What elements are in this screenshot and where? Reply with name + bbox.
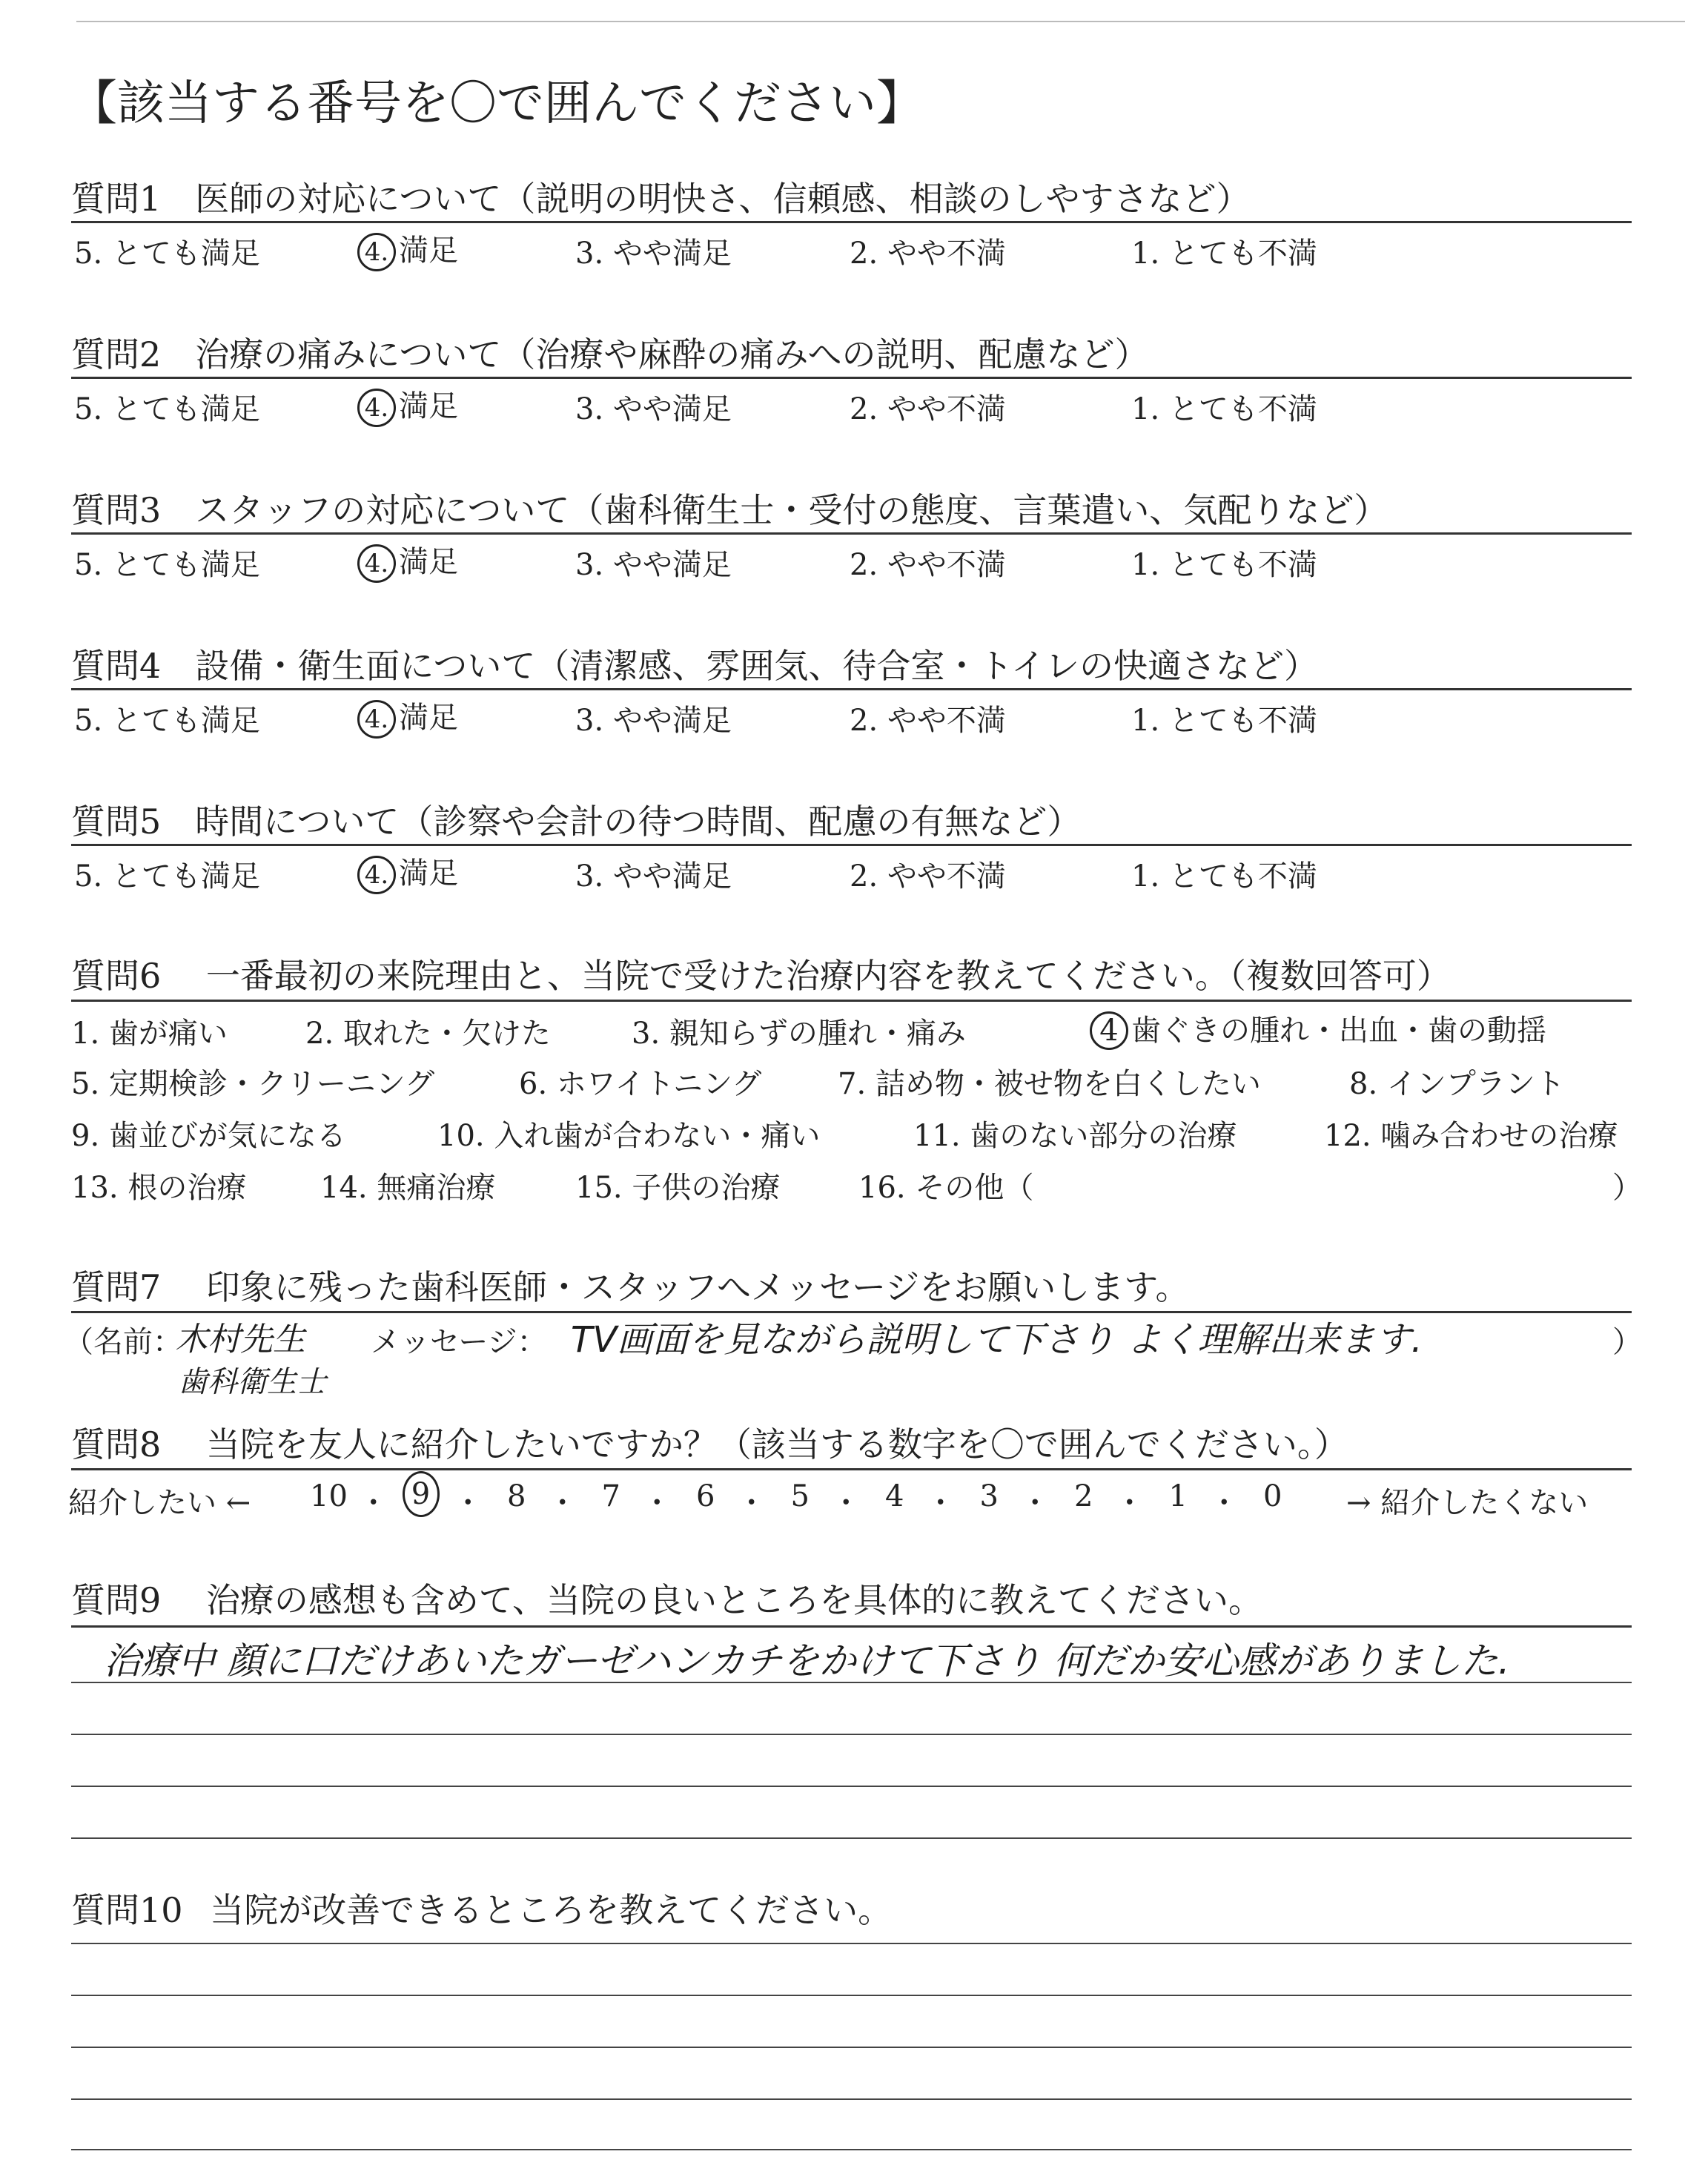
q3-heading <box>71 483 1388 532</box>
q9-answer-line-3 <box>71 1786 1632 1787</box>
top-border-line <box>76 21 1685 22</box>
q5-option[interactable]: 1. とても不満 <box>1131 859 1317 894</box>
q4-label: 質問4 <box>71 646 162 686</box>
q4-option[interactable]: 1. とても不満 <box>1131 704 1317 738</box>
q8-scale-value[interactable]: 3 <box>979 1479 999 1513</box>
q2-option[interactable]: 1. とても不満 <box>1131 392 1317 426</box>
q8-scale-value[interactable]: 1 <box>1168 1479 1188 1513</box>
q9-answer-line-4 <box>71 1837 1632 1839</box>
q9-heading <box>71 1573 1262 1622</box>
q3-text: スタッフの対応について（歯科衛生士・受付の態度、言葉遣い、気配りなど） <box>195 490 1388 530</box>
q4-option[interactable]: 3. やや満足 <box>575 704 732 738</box>
q8-scale-separator: ・ <box>547 1486 577 1520</box>
q6-opt-16-close: ） <box>1612 1171 1642 1205</box>
q6-heading <box>71 949 1451 998</box>
q2-rule <box>71 377 1632 379</box>
q9-text: 治療の感想も含めて、当院の良いところを具体的に教えてください。 <box>205 1580 1262 1620</box>
q3-label: 質問3 <box>71 490 162 530</box>
q4-option[interactable]: 5. とても満足 <box>74 704 260 738</box>
q8-scale-value[interactable]: 5 <box>790 1479 810 1513</box>
q8-scale-separator: ・ <box>642 1486 672 1520</box>
q10-answer-line-4 <box>71 2098 1632 2100</box>
q8-scale-separator: ・ <box>1020 1486 1050 1520</box>
q9-answer-line-1 <box>71 1682 1632 1683</box>
q7-close-paren: ） <box>1612 1325 1642 1359</box>
q6-label: 質問6 <box>71 956 162 996</box>
q8-scale-separator: ・ <box>453 1486 483 1520</box>
q6-rule <box>71 1000 1632 1002</box>
selection-circle: 4 <box>1090 1011 1128 1050</box>
q4-option[interactable]: 2. やや不満 <box>850 704 1006 738</box>
q5-option[interactable]: 2. やや不満 <box>850 859 1006 894</box>
q3-option[interactable]: 5. とても満足 <box>74 548 260 582</box>
q8-scale-value[interactable]: 10 <box>310 1479 348 1513</box>
q1-rule <box>71 221 1632 223</box>
q8-scale-separator: ・ <box>925 1486 956 1520</box>
q6-opt-8[interactable]: 8. インプラント <box>1349 1067 1565 1101</box>
selection-circle: 4. <box>357 233 396 271</box>
q8-scale-value[interactable]: 2 <box>1074 1479 1093 1513</box>
q10-answer-line-2 <box>71 1995 1632 1996</box>
q5-option[interactable]: 5. とても満足 <box>74 859 260 894</box>
q2-label: 質問2 <box>71 334 162 374</box>
q6-text: 一番最初の来院理由と、当院で受けた治療内容を教えてください。（複数回答可） <box>205 956 1451 996</box>
q6-opt-9[interactable]: 9. 歯並びが気になる <box>71 1119 346 1153</box>
q10-heading <box>71 1883 892 1932</box>
q6-opt-16[interactable]: 16. その他（ <box>858 1171 1034 1205</box>
q6-opt-6[interactable]: 6. ホワイトニング <box>519 1067 762 1101</box>
q6-opt-2[interactable]: 2. 取れた・欠けた <box>305 1017 551 1051</box>
q1-label: 質問1 <box>71 179 162 219</box>
q5-option-4-selected[interactable] <box>357 850 458 894</box>
q8-scale-selected[interactable]: 9 <box>403 1471 440 1517</box>
q3-option[interactable]: 2. やや不満 <box>850 548 1006 582</box>
q6-opt-15[interactable]: 15. 子供の治療 <box>575 1171 781 1205</box>
selection-circle: 4. <box>357 700 396 739</box>
q10-answer-line-3 <box>71 2047 1632 2048</box>
q6-opt-7[interactable]: 7. 詰め物・被せ物を白くしたい <box>838 1067 1261 1101</box>
q8-rule <box>71 1468 1632 1470</box>
q8-scale-separator: ・ <box>1209 1486 1239 1520</box>
q6-opt-10[interactable]: 10. 入れ歯が合わない・痛い <box>437 1119 821 1153</box>
q4-heading <box>71 639 1318 688</box>
q8-scale-value[interactable]: 0 <box>1263 1479 1282 1513</box>
option-label: 満足 <box>399 701 458 735</box>
q5-heading <box>71 795 1081 844</box>
q6-opt-4-selected[interactable] <box>1090 1007 1546 1050</box>
q7-label: 質問7 <box>71 1267 162 1307</box>
q10-answer-line-5 <box>71 2149 1632 2150</box>
q8-right-label: → 紹介したくない <box>1346 1486 1589 1520</box>
q6-opt-14[interactable]: 14. 無痛治療 <box>320 1171 496 1205</box>
q2-option[interactable]: 2. やや不満 <box>850 392 1006 426</box>
q8-text: 当院を友人に紹介したいですか？（該当する数字を〇で囲んでください。） <box>205 1424 1348 1464</box>
q8-scale-value[interactable]: 6 <box>696 1479 715 1513</box>
q1-option[interactable]: 3. やや満足 <box>575 237 732 271</box>
q1-option[interactable]: 5. とても満足 <box>74 237 260 271</box>
q3-option-4-selected[interactable] <box>357 538 458 583</box>
q7-heading <box>71 1261 1190 1309</box>
q7-message-label: メッセージ： <box>371 1325 547 1359</box>
option-label: 満足 <box>399 389 458 423</box>
option-label: 満足 <box>399 545 458 579</box>
q3-option[interactable]: 1. とても不満 <box>1131 548 1317 582</box>
q1-option[interactable]: 2. やや不満 <box>850 237 1006 271</box>
q8-scale-value[interactable]: 7 <box>601 1479 620 1513</box>
q6-opt-12[interactable]: 12. 噛み合わせの治療 <box>1324 1119 1618 1153</box>
q1-option[interactable]: 1. とても不満 <box>1131 237 1317 271</box>
q2-option[interactable]: 3. やや満足 <box>575 392 732 426</box>
q2-heading <box>71 328 1148 377</box>
q10-label: 質問10 <box>71 1890 183 1930</box>
q5-label: 質問5 <box>71 802 162 842</box>
q8-scale-separator: ・ <box>1114 1486 1145 1520</box>
q6-opt-1[interactable]: 1. 歯が痛い <box>71 1017 228 1051</box>
q1-text: 医師の対応について（説明の明快さ、信頼感、相談のしやすさなど） <box>195 179 1251 219</box>
q8-scale-value[interactable]: 8 <box>507 1479 526 1513</box>
q8-left-label: 紹介したい ← <box>68 1486 251 1520</box>
q2-option[interactable]: 5. とても満足 <box>74 392 260 426</box>
q8-label: 質問8 <box>71 1424 162 1464</box>
q5-rule <box>71 844 1632 846</box>
q6-opt-13[interactable]: 13. 根の治療 <box>71 1171 247 1205</box>
q3-option[interactable]: 3. やや満足 <box>575 548 732 582</box>
q6-opt-11[interactable]: 11. 歯のない部分の治療 <box>913 1119 1237 1153</box>
q9-rule <box>71 1625 1632 1628</box>
q8-heading <box>71 1418 1348 1467</box>
q4-rule <box>71 688 1632 690</box>
q8-scale-value[interactable]: 4 <box>885 1479 904 1513</box>
q7-name-value[interactable]: 木村先生 <box>175 1321 305 1358</box>
q6-opt-4-text: 歯ぐきの腫れ・出血・歯の動揺 <box>1131 1014 1546 1048</box>
q8-scale-separator: ・ <box>736 1486 767 1520</box>
q6-opt-5[interactable]: 5. 定期検診・クリーニング <box>71 1067 435 1101</box>
q9-answer[interactable]: 治療中 顔に口だけあいたガーゼハンカチをかけて下さり 何だか安心感がありました. <box>104 1639 1510 1682</box>
page-title: 【該当する番号を〇で囲んでください】 <box>70 76 924 131</box>
q6-opt-3[interactable]: 3. 親知らずの腫れ・痛み <box>632 1017 966 1051</box>
q8-scale-separator: ・ <box>831 1486 861 1520</box>
q4-text: 設備・衛生面について（清潔感、雰囲気、待合室・トイレの快適さなど） <box>195 646 1319 686</box>
q9-answer-line-2 <box>71 1734 1632 1735</box>
option-label: 満足 <box>399 234 458 268</box>
q8-scale-separator: ・ <box>358 1486 388 1520</box>
option-label: 満足 <box>399 856 458 891</box>
q2-text: 治療の痛みについて（治療や麻酔の痛みへの説明、配慮など） <box>195 334 1149 374</box>
selection-circle: 4. <box>357 389 396 427</box>
q7-name-value-2[interactable]: 歯科衛生士 <box>178 1365 326 1399</box>
q7-name-label: （名前： <box>64 1325 182 1359</box>
selection-circle: 4. <box>357 856 396 894</box>
q5-option[interactable]: 3. やや満足 <box>575 859 732 894</box>
q7-message-value[interactable]: TV画面を見ながら説明して下さり よく理解出来ます. <box>571 1319 1423 1361</box>
q10-text: 当院が改善できるところを教えてください。 <box>210 1890 893 1930</box>
q10-answer-line-1 <box>71 1943 1632 1944</box>
q1-heading <box>71 172 1251 221</box>
selection-circle: 4. <box>357 544 396 583</box>
q1-option-4-selected[interactable] <box>357 227 458 271</box>
q3-rule <box>71 532 1632 535</box>
q9-label: 質問9 <box>71 1580 162 1620</box>
q5-text: 時間について（診察や会計の待つ時間、配慮の有無など） <box>195 802 1082 842</box>
q7-text: 印象に残った歯科医師・スタッフへメッセージをお願いします。 <box>205 1267 1190 1307</box>
q2-option-4-selected[interactable] <box>357 383 458 427</box>
q4-option-4-selected[interactable] <box>357 694 458 739</box>
